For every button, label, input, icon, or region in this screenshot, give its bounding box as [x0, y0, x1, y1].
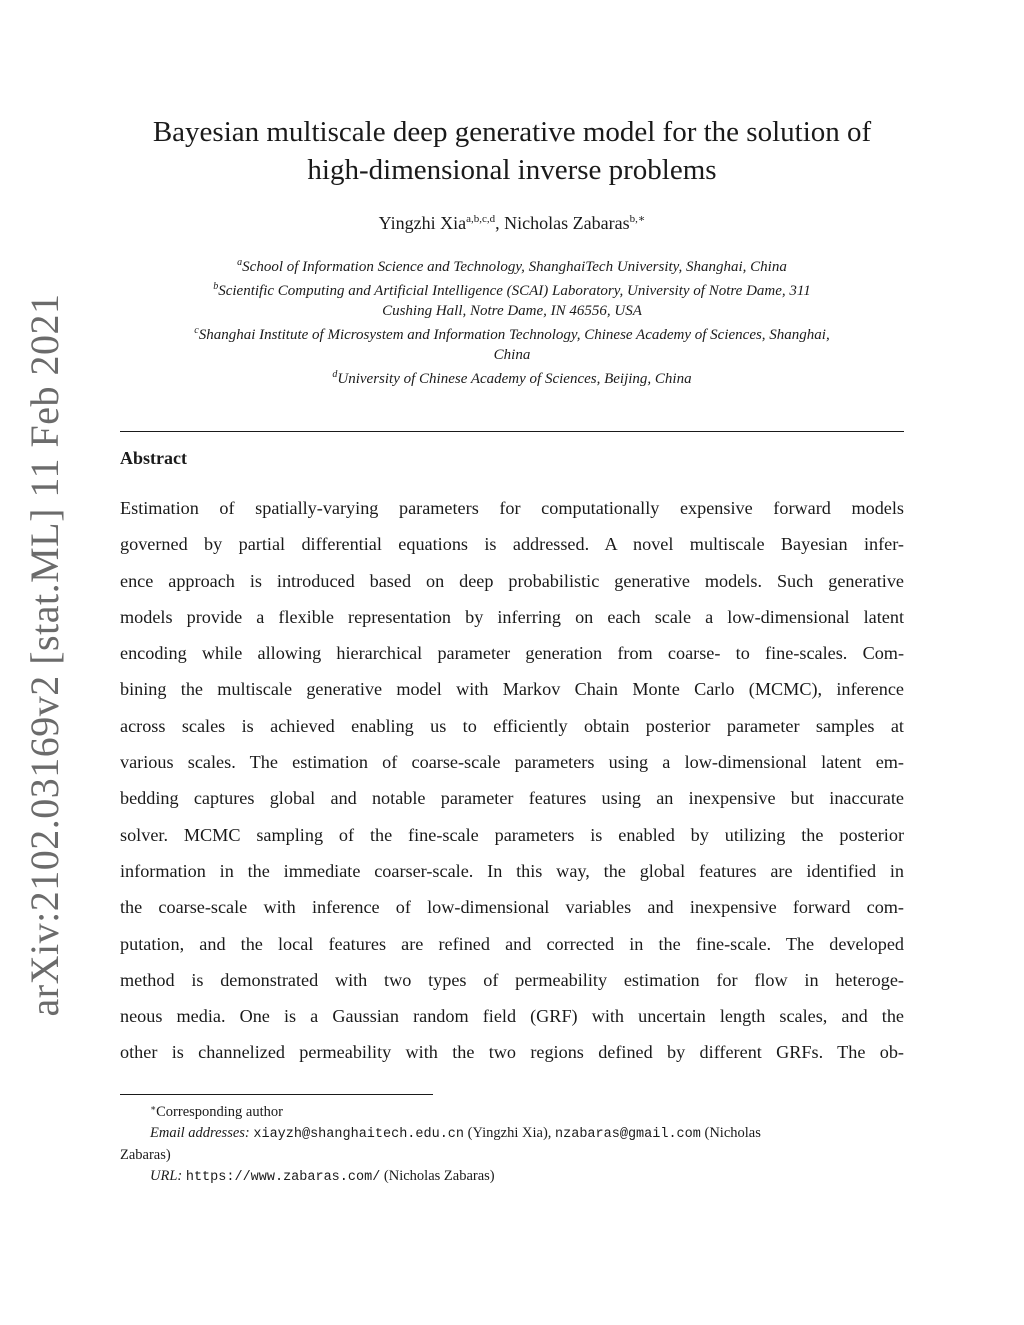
affiliation-mark: d	[332, 369, 338, 380]
abstract-line: other is channelized permeability with the two regions defined by different GRFs. The ob-	[120, 1042, 904, 1063]
footnote-rule	[120, 1094, 433, 1095]
abstract-line: solver. MCMC sampling of the fine-scale parameters is enabled by utilizing the posterior	[120, 824, 904, 845]
affiliation-text: Cushing Hall, Notre Dame, IN 46556, USA	[382, 303, 642, 319]
author-affiliation-marks: a,b,c,d	[466, 213, 496, 225]
affiliation-line	[120, 345, 904, 365]
email-link[interactable]: xiayzh@shanghaitech.edu.cn	[253, 1127, 465, 1142]
abstract-line: method is demonstrated with two types of permeability estimation for flow in heteroge-	[120, 969, 904, 990]
footnote-email	[120, 1123, 904, 1145]
footnote-text: Corresponding author	[156, 1104, 283, 1120]
affiliation-mark: c	[194, 325, 199, 336]
affiliation-mark: a	[237, 257, 243, 268]
abstract-line: neous media. One is a Gaussian random field (GRF) with uncertain length scales, and the	[120, 1006, 904, 1027]
abstract-line: putation, and the local features are refined and corrected in the fine-scale. The developed	[120, 933, 904, 954]
abstract-line: ence approach is introduced based on deep probabilistic generative models. Such generative	[120, 570, 904, 591]
affiliation-line	[120, 277, 904, 301]
url-link[interactable]: https://www.zabaras.com/	[185, 1170, 381, 1185]
url-owner: (Nicholas Zabaras)	[383, 1168, 495, 1184]
footnote-mark: ∗	[150, 1103, 157, 1113]
footnote-url	[120, 1166, 904, 1188]
affiliation-line	[120, 365, 904, 389]
affiliation-text: Shanghai Institute of Microsystem and Information Technology, Chinese Academy of Sciences, Shanghai,	[198, 327, 830, 343]
abstract-line: governed by partial differential equations is addressed. A novel multiscale Bayesian infer-	[120, 534, 904, 555]
abstract-line: encoding while allowing hierarchical parameter generation from coarse- to fine-scales. Com-	[120, 643, 904, 664]
paper-title	[120, 113, 904, 189]
affiliation-text: School of Information Science and Technology, ShanghaiTech University, Shanghai, China	[242, 259, 787, 275]
affiliation-line	[120, 321, 904, 345]
email-owner: (Yingzhi Xia),	[467, 1125, 552, 1141]
affiliation-line	[120, 301, 904, 321]
email-link[interactable]: nzabaras@gmail.com	[555, 1127, 701, 1142]
email-owner: (Nicholas	[704, 1125, 761, 1141]
abstract-line: across scales is achieved enabling us to efficiently obtain posterior parameter samples at	[120, 715, 904, 736]
affiliation-line	[120, 253, 904, 277]
abstract-line: information in the immediate coarser-scale. In this way, the global features are identified in	[120, 860, 904, 881]
abstract-heading: Abstract	[120, 448, 187, 468]
author-affiliation-marks: b,∗	[629, 213, 646, 225]
title-line-1: Bayesian multiscale deep generative model for the solution of	[152, 116, 872, 148]
footnotes	[120, 1098, 904, 1188]
abstract-line: various scales. The estimation of coarse-scale parameters using a low-dimensional latent em-	[120, 752, 904, 773]
arxiv-identifier: arXiv:2102.03169v2 [stat.ML] 11 Feb 2021	[22, 293, 67, 1017]
footnote-corresponding	[120, 1098, 904, 1123]
affiliation-text: University of Chinese Academy of Sciences, Beijing, China	[337, 371, 692, 387]
affiliation-text: Scientific Computing and Artificial Intelligence (SCAI) Laboratory, University of Notre Dame, 311	[218, 283, 811, 299]
url-label: URL:	[150, 1168, 183, 1184]
affiliation-list	[120, 253, 904, 389]
affiliation-mark: b	[213, 281, 219, 292]
abstract-line: bining the multiscale generative model with Markov Chain Monte Carlo (MCMC), inference	[120, 679, 904, 700]
footnote-email-continued: Zabaras)	[120, 1147, 171, 1163]
abstract-line: the coarse-scale with inference of low-dimensional variables and inexpensive forward com-	[120, 897, 904, 918]
abstract-body	[120, 490, 904, 1071]
author-name: Yingzhi Xia	[378, 213, 467, 233]
author-list	[120, 212, 904, 234]
affiliation-text: China	[493, 347, 531, 363]
abstract-line: bedding captures global and notable parameter features using an inexpensive but inaccurate	[120, 788, 904, 809]
author-name: Nicholas Zabaras	[504, 213, 630, 233]
email-label: Email addresses:	[150, 1125, 250, 1141]
title-line-2: high-dimensional inverse problems	[307, 154, 717, 186]
abstract-line: Estimation of spatially-varying parameters for computationally expensive forward models	[120, 498, 904, 518]
abstract-line: models provide a flexible representation by inferring on each scale a low-dimensional latent	[120, 606, 904, 627]
author-separator: ,	[495, 213, 505, 233]
abstract-top-rule	[120, 431, 904, 432]
